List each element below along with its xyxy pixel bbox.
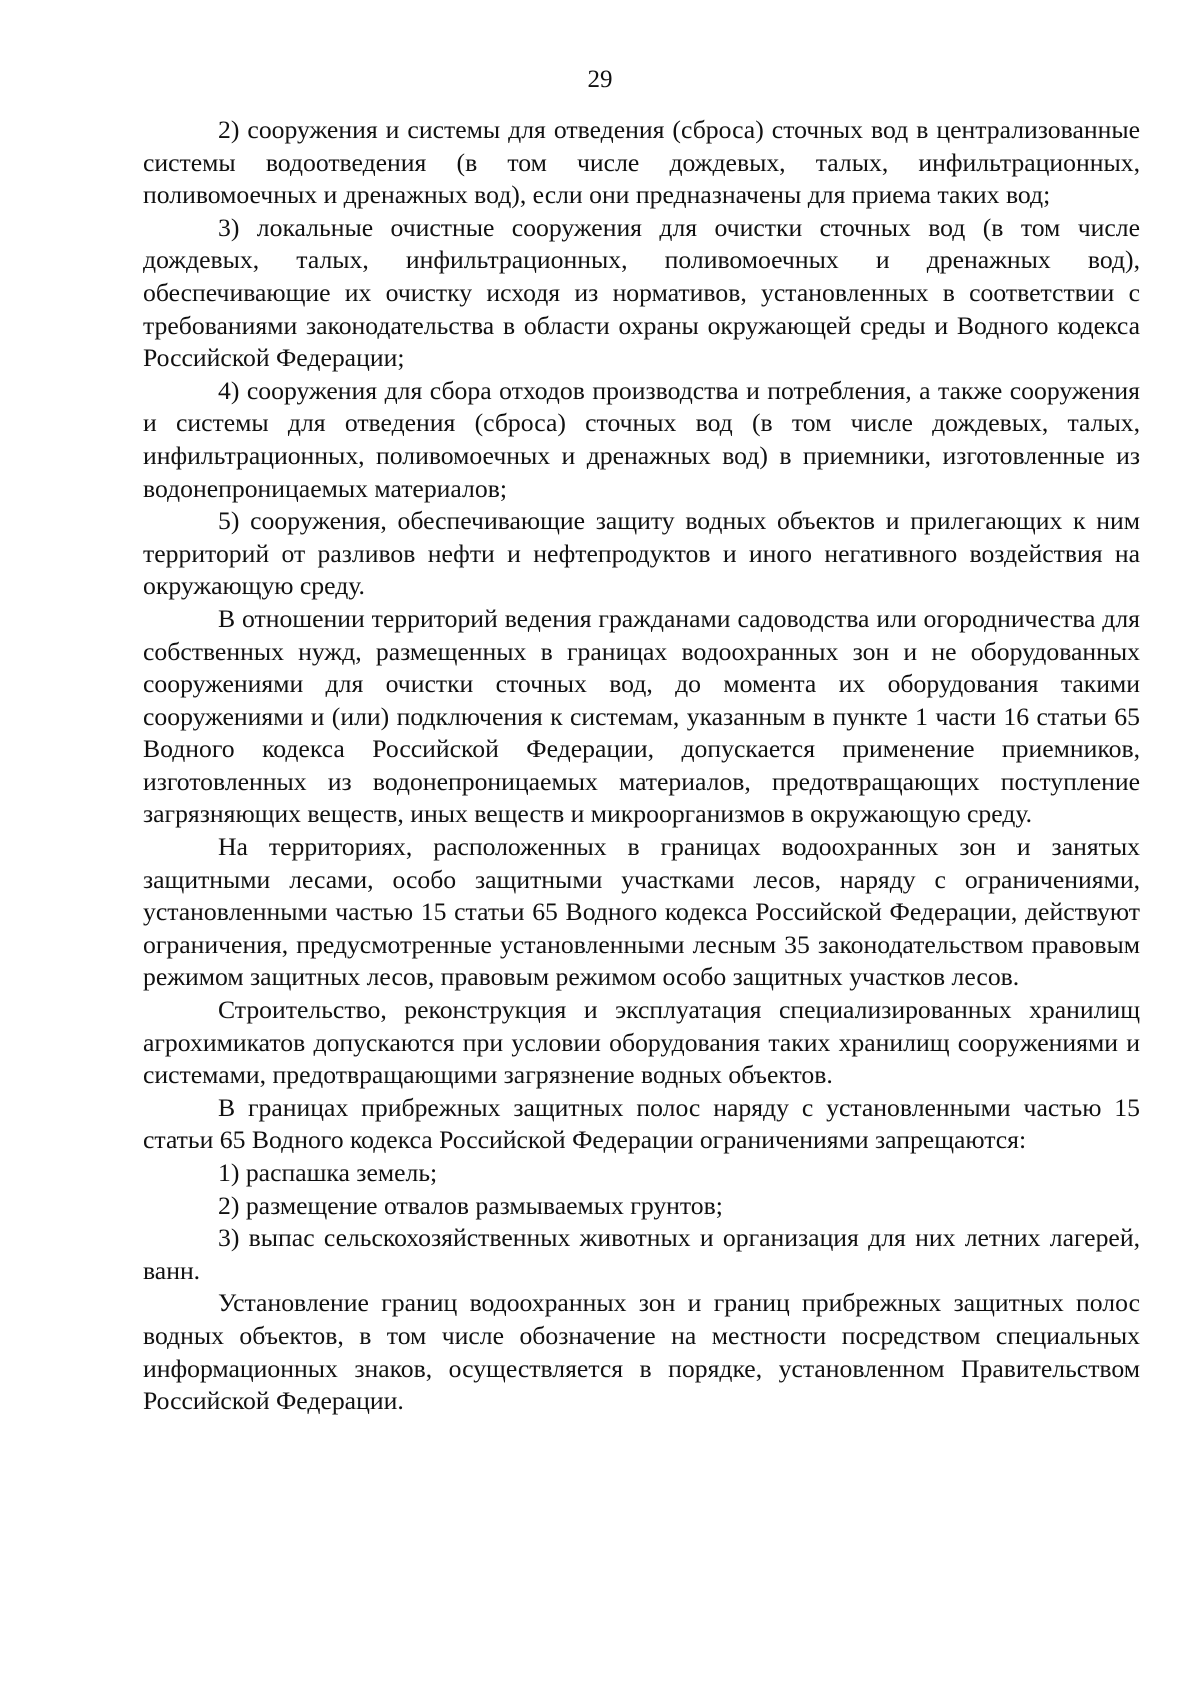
paragraph-boundaries-establishment: Установление границ водоохранных зон и границ прибрежных защитных полос водных объектов, в том числе обозначение на местности посредством специальных информационных знаков, осуществляется в порядке, установленном Правительством Российской Федерации. [143, 1288, 1140, 1416]
document-body [143, 114, 1140, 1418]
page-number: 29 [587, 66, 613, 93]
paragraph-item-4: 4) сооружения для сбора отходов производства и потребления, а также сооружения и системы для отведения (сброса) сточных вод (в том числе дождевых, талых, инфильтрационных, поливомоечных и дренажных вод) в приемники, изготовленные из водонепроницаемых материалов; [143, 375, 1140, 503]
paragraph-agrochemical-storage: Строительство, реконструкция и эксплуатация специализированных хранилищ агрохимикатов допускаются при условии оборудования таких хранилищ сооружениями и системами, предотвращающими загрязнение водных объектов. [143, 995, 1140, 1090]
paragraph-gardening-territories: В отношении территорий ведения гражданами садоводства или огородничества для собственных нужд, размещенных в границах водоохранных зон и не оборудованных сооружениями для очистки сточных вод, до момента их оборудования такими сооружениями и (или) подключения к системам, указанным в пункте 1 части 16 статьи 65 Водного кодекса Российской Федерации, допускается применение приемников, изготовленных из водонепроницаемых материалов, предотвращающих поступление загрязняющих веществ, иных веществ и микроорганизмов в окружающую среду. [143, 603, 1140, 829]
list-item-plowing: 1) распашка земель; [218, 1158, 438, 1187]
paragraph-item-3: 3) локальные очистные сооружения для очистки сточных вод (в том числе дождевых, талых, инфильтрационных, поливомоечных и дренажных вод), обеспечивающие их очистку исходя из нормативов, установленных в соответствии с требованиями законодательства в области охраны окружающей среды и Водного кодекса Российской Федерации; [143, 212, 1140, 373]
paragraph-item-2: 2) сооружения и системы для отведения (сброса) сточных вод в централизованные системы водоотведения (в том числе дождевых, талых, инфильтрационных, поливомоечных и дренажных вод), если они предназначены для приема таких вод; [143, 115, 1140, 210]
paragraph-protective-forests: На территориях, расположенных в границах водоохранных зон и занятых защитными лесами, особо защитными участками лесов, наряду с ограничениями, установленными частью 15 статьи 65 Водного кодекса Российской Федерации, действуют ограничения, предусмотренные установленными лесным 35 законодательством правовым режимом защитных лесов, правовым режимом особо защитных участков лесов. [143, 832, 1140, 992]
paragraph-coastal-strips-intro: В границах прибрежных защитных полос наряду с установленными частью 15 статьи 65 Водного кодекса Российской Федерации ограничениями запрещаются: [143, 1092, 1140, 1155]
paragraph-item-5: 5) сооружения, обеспечивающие защиту водных объектов и прилегающих к ним территорий от разливов нефти и нефтепродуктов и иного негативного воздействия на окружающую среду. [143, 506, 1140, 601]
list-item-dumps: 2) размещение отвалов размываемых грунтов; [218, 1190, 723, 1220]
list-item-grazing: 3) выпас сельскохозяйственных животных и организация для них летних лагерей, ванн. [143, 1223, 1140, 1285]
